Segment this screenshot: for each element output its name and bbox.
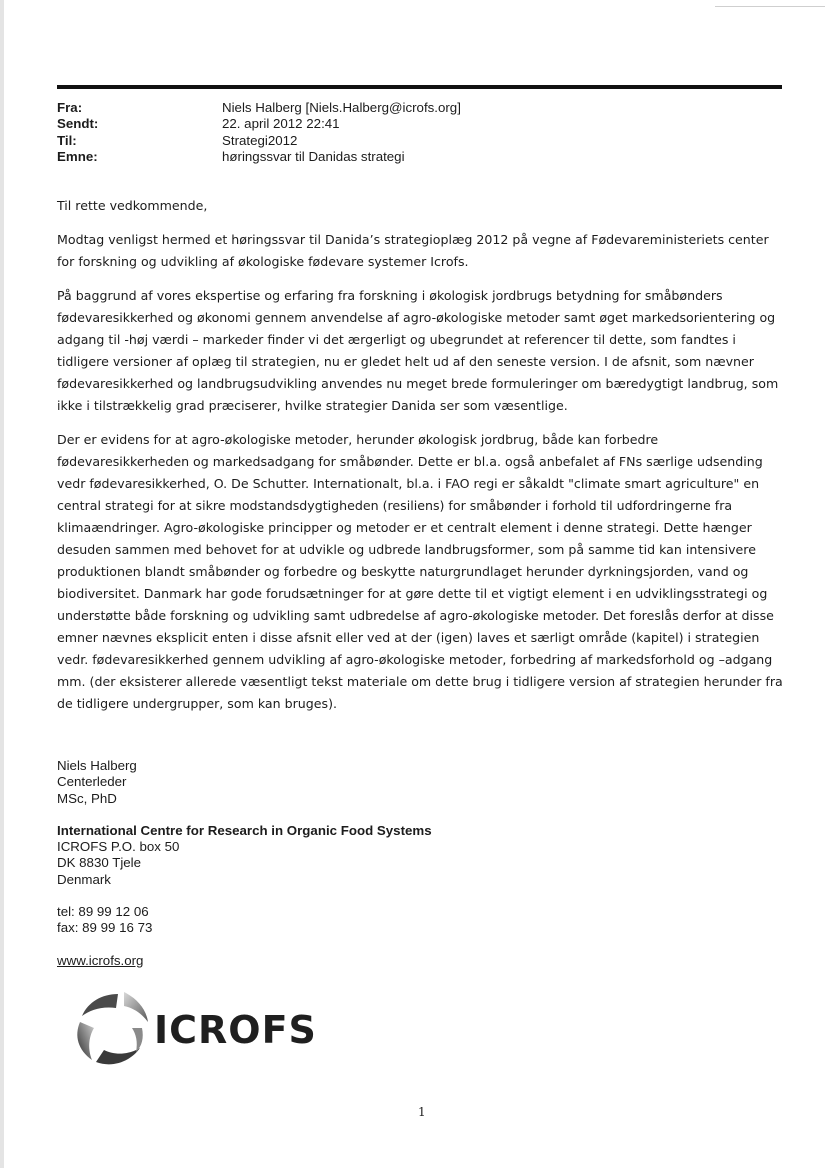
body-paragraph-2: På baggrund af vores ekspertise og erfaring fra forskning i økologisk jordbrugs betydning for småbønders fødevaresikkerhed og økonomi gennem anvendelse af agro-økologiske metoder samt øget markedsorientering og adgang til -høj værdi – markeder finder vi det ærgerligt og ubegrundet at referencer til dette, som fandtes i tidligere versioner af oplæg til strategien, nu er gledet helt ud af den seneste version. I de afsnit, som nævner fødevaresikkerhed og landbrugsudvikling anvendes nu meget brede formuleringer om bæredygtigt landbrug, som ikke i tilstrækkelig grad præciserer, hvilke strategier Danida ser som væsentlige. [57, 288, 779, 413]
page-number: 1 [418, 1105, 426, 1119]
signature-fax: fax: 89 99 16 73 [57, 920, 153, 936]
signature-address-2: DK 8830 Tjele [57, 855, 142, 871]
signature-block [57, 758, 432, 969]
to-value: Strategi2012 [222, 132, 298, 148]
to-label: Til: [57, 132, 77, 148]
sent-value: 22. april 2012 22:41 [222, 116, 340, 132]
signature-name: Niels Halberg [57, 758, 137, 773]
email-body [57, 195, 787, 727]
subject-value: høringssvar til Danidas strategi [222, 148, 405, 164]
sent-row [57, 116, 461, 132]
subject-row [57, 149, 461, 165]
signature-organization: International Centre for Research in Organic Food Systems [57, 822, 432, 838]
greeting: Til rette vedkommende, [57, 198, 208, 213]
signature-address-1: ICROFS P.O. box 50 [57, 839, 180, 855]
from-row [57, 100, 461, 116]
signature-country: Denmark [57, 871, 111, 887]
icrofs-swirl-logo-icon [72, 988, 152, 1066]
scan-edge [0, 0, 4, 1168]
from-label: Fra: [57, 100, 83, 115]
scan-artifact-line [715, 6, 825, 7]
signature-title: Centerleder [57, 774, 127, 790]
signature-degree: MSc, PhD [57, 790, 117, 806]
header-rule [57, 85, 782, 89]
to-row [57, 133, 461, 149]
subject-label: Emne: [57, 148, 98, 164]
body-paragraph-3: Der er evidens for at agro-økologiske metoder, herunder økologisk jordbrug, både kan forbedre fødevaresikkerheden og markedsadgang for småbønder. Dette er bl.a. også anbefalet af FNs særlige udsending vedr fødevaresikkerhed, O. De Schutter. Internationalt, bl.a. i FAO regi er såkaldt "climate smart agriculture" en central strategi for at sikre modstandsdygtigheden (resiliens) for småbønder i forhold til udfordringerne fra klimaændringer. Agro-økologiske principper og metoder er et centralt element i denne strategi. Dette hænger desuden sammen med behovet for at udvikle og udbrede landbrugsformer, som på samme tid kan intensivere produktionen blandt småbønder og forbedre og beskytte naturgrundlaget herunder dyrkningsjorden, vand og biodiversitet. Danmark har gode forudsætninger for at gøre dette til et vigtigt element i en udviklingsstrategi og understøtte både forskning og udvikling samt udbredelse af agro-økologiske metoder. Det foreslås derfor at disse emner nævnes eksplicit enten i disse afsnit eller ved at der (igen) laves et særligt område (kapitel) i strategien vedr. fødevaresikkerhed gennem udvikling af agro-økologiske metoder, forbedring af markedsforhold og –adgang mm. (der eksisterer allerede væsentligt tekst materiale om dette brug i tidligere version af strategien herunder fra de tidligere undergrupper, som kan bruges). [57, 432, 783, 711]
sent-label: Sendt: [57, 116, 99, 132]
website-link[interactable]: www.icrofs.org [57, 952, 144, 968]
email-header [57, 100, 461, 165]
body-paragraph-1: Modtag venligst hermed et høringssvar til Danida’s strategioplæg 2012 på vegne af Fødevareministeriets center for forskning og udvikling af økologiske fødevare systemer Icrofs. [57, 232, 769, 269]
icrofs-logo [72, 988, 317, 1066]
from-value: Niels Halberg [Niels.Halberg@icrofs.org] [222, 100, 461, 115]
signature-tel: tel: 89 99 12 06 [57, 904, 149, 920]
logo-text: ICROFS [154, 1008, 317, 1052]
